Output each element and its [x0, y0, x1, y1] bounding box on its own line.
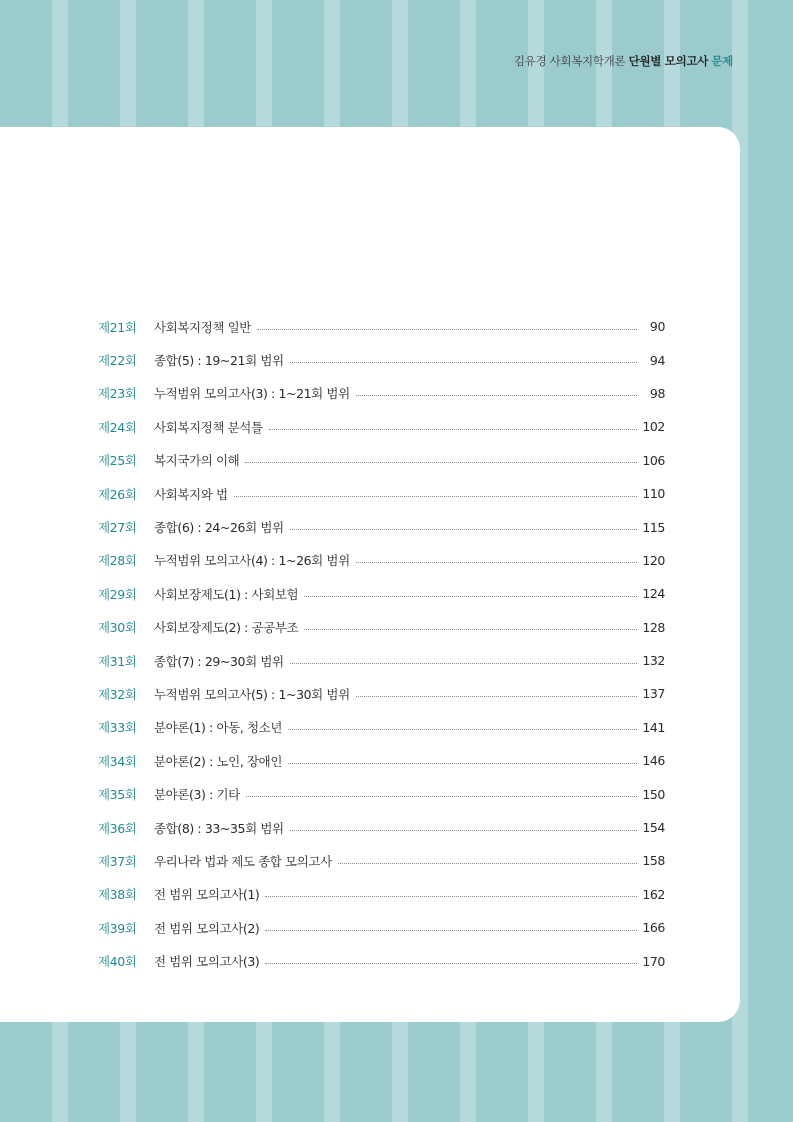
toc-entry-number: 제25회 [98, 453, 137, 469]
dot-leader [304, 595, 637, 597]
dot-leader [265, 895, 637, 897]
toc-entry-title: 전 범위 모의고사(3) [154, 954, 260, 970]
toc-entry[interactable] [98, 510, 665, 543]
toc-entry-title: 사회복지정책 분석틀 [154, 419, 263, 435]
toc-entry[interactable] [98, 377, 665, 410]
toc-entry-title: 누적범위 모의고사(4) : 1~26회 범위 [154, 553, 350, 569]
toc-entry-page: 158 [642, 853, 665, 869]
toc-entry-title: 종합(6) : 24~26회 범위 [154, 520, 284, 536]
dot-leader [265, 962, 637, 964]
toc-entry-number: 제35회 [98, 787, 137, 803]
toc-entry-page: 150 [642, 786, 665, 802]
toc-entry-title: 우리나라 법과 제도 종합 모의고사 [154, 853, 332, 869]
toc-entry-title: 분야론(1) : 아동, 청소년 [154, 720, 283, 736]
header-book-title: 김유경 사회복지학개론 [513, 54, 626, 68]
toc-entry-page: 166 [642, 920, 665, 936]
dot-leader [356, 394, 637, 396]
toc-entry-page: 132 [642, 653, 665, 669]
toc-entry-title: 복지국가의 이해 [154, 453, 240, 469]
toc-entry-title: 사회복지와 법 [154, 486, 228, 502]
toc-entry-page: 110 [642, 486, 665, 502]
dot-leader [290, 662, 637, 664]
dot-leader [290, 361, 637, 363]
toc-entry-page: 106 [642, 452, 665, 468]
toc-entry-number: 제34회 [98, 753, 137, 769]
toc-entry-page: 90 [649, 319, 665, 335]
toc-entry-title: 종합(8) : 33~35회 범위 [154, 820, 284, 836]
dot-leader [246, 795, 637, 797]
toc-entry[interactable] [98, 944, 665, 977]
toc-entry[interactable] [98, 343, 665, 376]
toc-entry[interactable] [98, 811, 665, 844]
toc-entry-number: 제30회 [98, 620, 137, 636]
toc-entry[interactable] [98, 911, 665, 944]
dot-leader [338, 862, 637, 864]
toc-entry[interactable] [98, 310, 665, 343]
toc-entry[interactable] [98, 410, 665, 443]
toc-entry-title: 누적범위 모의고사(5) : 1~30회 범위 [154, 686, 350, 702]
dot-leader [290, 528, 637, 530]
toc-entry-page: 102 [642, 419, 665, 435]
toc-entry-title: 전 범위 모의고사(1) [154, 887, 260, 903]
toc-entry-title: 전 범위 모의고사(2) [154, 920, 260, 936]
dot-leader [234, 495, 637, 497]
dot-leader [257, 328, 637, 330]
toc-entry-number: 제28회 [98, 553, 137, 569]
toc-entry-title: 종합(5) : 19~21회 범위 [154, 353, 284, 369]
toc-entry-page: 137 [642, 686, 665, 702]
dot-leader [288, 728, 637, 730]
toc-entry-number: 제32회 [98, 686, 137, 702]
toc-entry[interactable] [98, 577, 665, 610]
dot-leader [304, 628, 637, 630]
dot-leader [265, 929, 637, 931]
running-header [514, 53, 733, 69]
toc-entry-number: 제27회 [98, 520, 137, 536]
dot-leader [269, 428, 637, 430]
toc-entry-page: 94 [649, 352, 665, 368]
toc-entry[interactable] [98, 844, 665, 877]
toc-entry-page: 124 [642, 586, 665, 602]
toc-entry-page: 98 [649, 385, 665, 401]
header-accent-label: 문제 [711, 54, 733, 68]
toc-entry[interactable] [98, 878, 665, 911]
dot-leader [290, 829, 637, 831]
toc-entry-number: 제22회 [98, 353, 137, 369]
toc-entry-page: 162 [642, 886, 665, 902]
toc-entry-page: 120 [642, 552, 665, 568]
dot-leader [356, 561, 637, 563]
toc-entry-number: 제29회 [98, 586, 137, 602]
toc-entry-number: 제38회 [98, 887, 137, 903]
toc-entry-title: 사회보장제도(1) : 사회보험 [154, 586, 299, 602]
toc-entry[interactable] [98, 777, 665, 810]
toc-entry[interactable] [98, 544, 665, 577]
toc-entry[interactable] [98, 611, 665, 644]
toc-entry-title: 사회복지정책 일반 [154, 319, 251, 335]
table-of-contents [98, 310, 665, 978]
toc-entry-page: 170 [642, 953, 665, 969]
toc-entry-title: 누적범위 모의고사(3) : 1~21회 범위 [154, 386, 350, 402]
toc-entry-number: 제37회 [98, 853, 137, 869]
toc-entry-title: 분야론(3) : 기타 [154, 787, 240, 803]
toc-entry-number: 제33회 [98, 720, 137, 736]
toc-entry-page: 146 [642, 753, 665, 769]
toc-entry-page: 115 [642, 519, 665, 535]
toc-entry[interactable] [98, 711, 665, 744]
toc-entry-page: 128 [642, 619, 665, 635]
toc-entry-number: 제24회 [98, 419, 137, 435]
toc-entry-number: 제36회 [98, 820, 137, 836]
toc-entry[interactable] [98, 744, 665, 777]
header-section-title: 단원별 모의고사 [628, 54, 709, 68]
toc-entry-number: 제31회 [98, 653, 137, 669]
dot-leader [356, 695, 637, 697]
toc-entry[interactable] [98, 677, 665, 710]
toc-entry-number: 제23회 [98, 386, 137, 402]
toc-entry-title: 분야론(2) : 노인, 장애인 [154, 753, 283, 769]
toc-entry-page: 154 [642, 820, 665, 836]
toc-entry[interactable] [98, 444, 665, 477]
dot-leader [245, 461, 637, 463]
toc-entry-number: 제39회 [98, 920, 137, 936]
toc-entry-number: 제40회 [98, 954, 137, 970]
toc-entry-number: 제21회 [98, 319, 137, 335]
toc-entry-title: 종합(7) : 29~30회 범위 [154, 653, 284, 669]
dot-leader [288, 762, 637, 764]
toc-entry-page: 141 [642, 719, 665, 735]
toc-entry[interactable] [98, 477, 665, 510]
toc-entry-number: 제26회 [98, 486, 137, 502]
toc-entry-title: 사회보장제도(2) : 공공부조 [154, 620, 299, 636]
toc-entry[interactable] [98, 644, 665, 677]
